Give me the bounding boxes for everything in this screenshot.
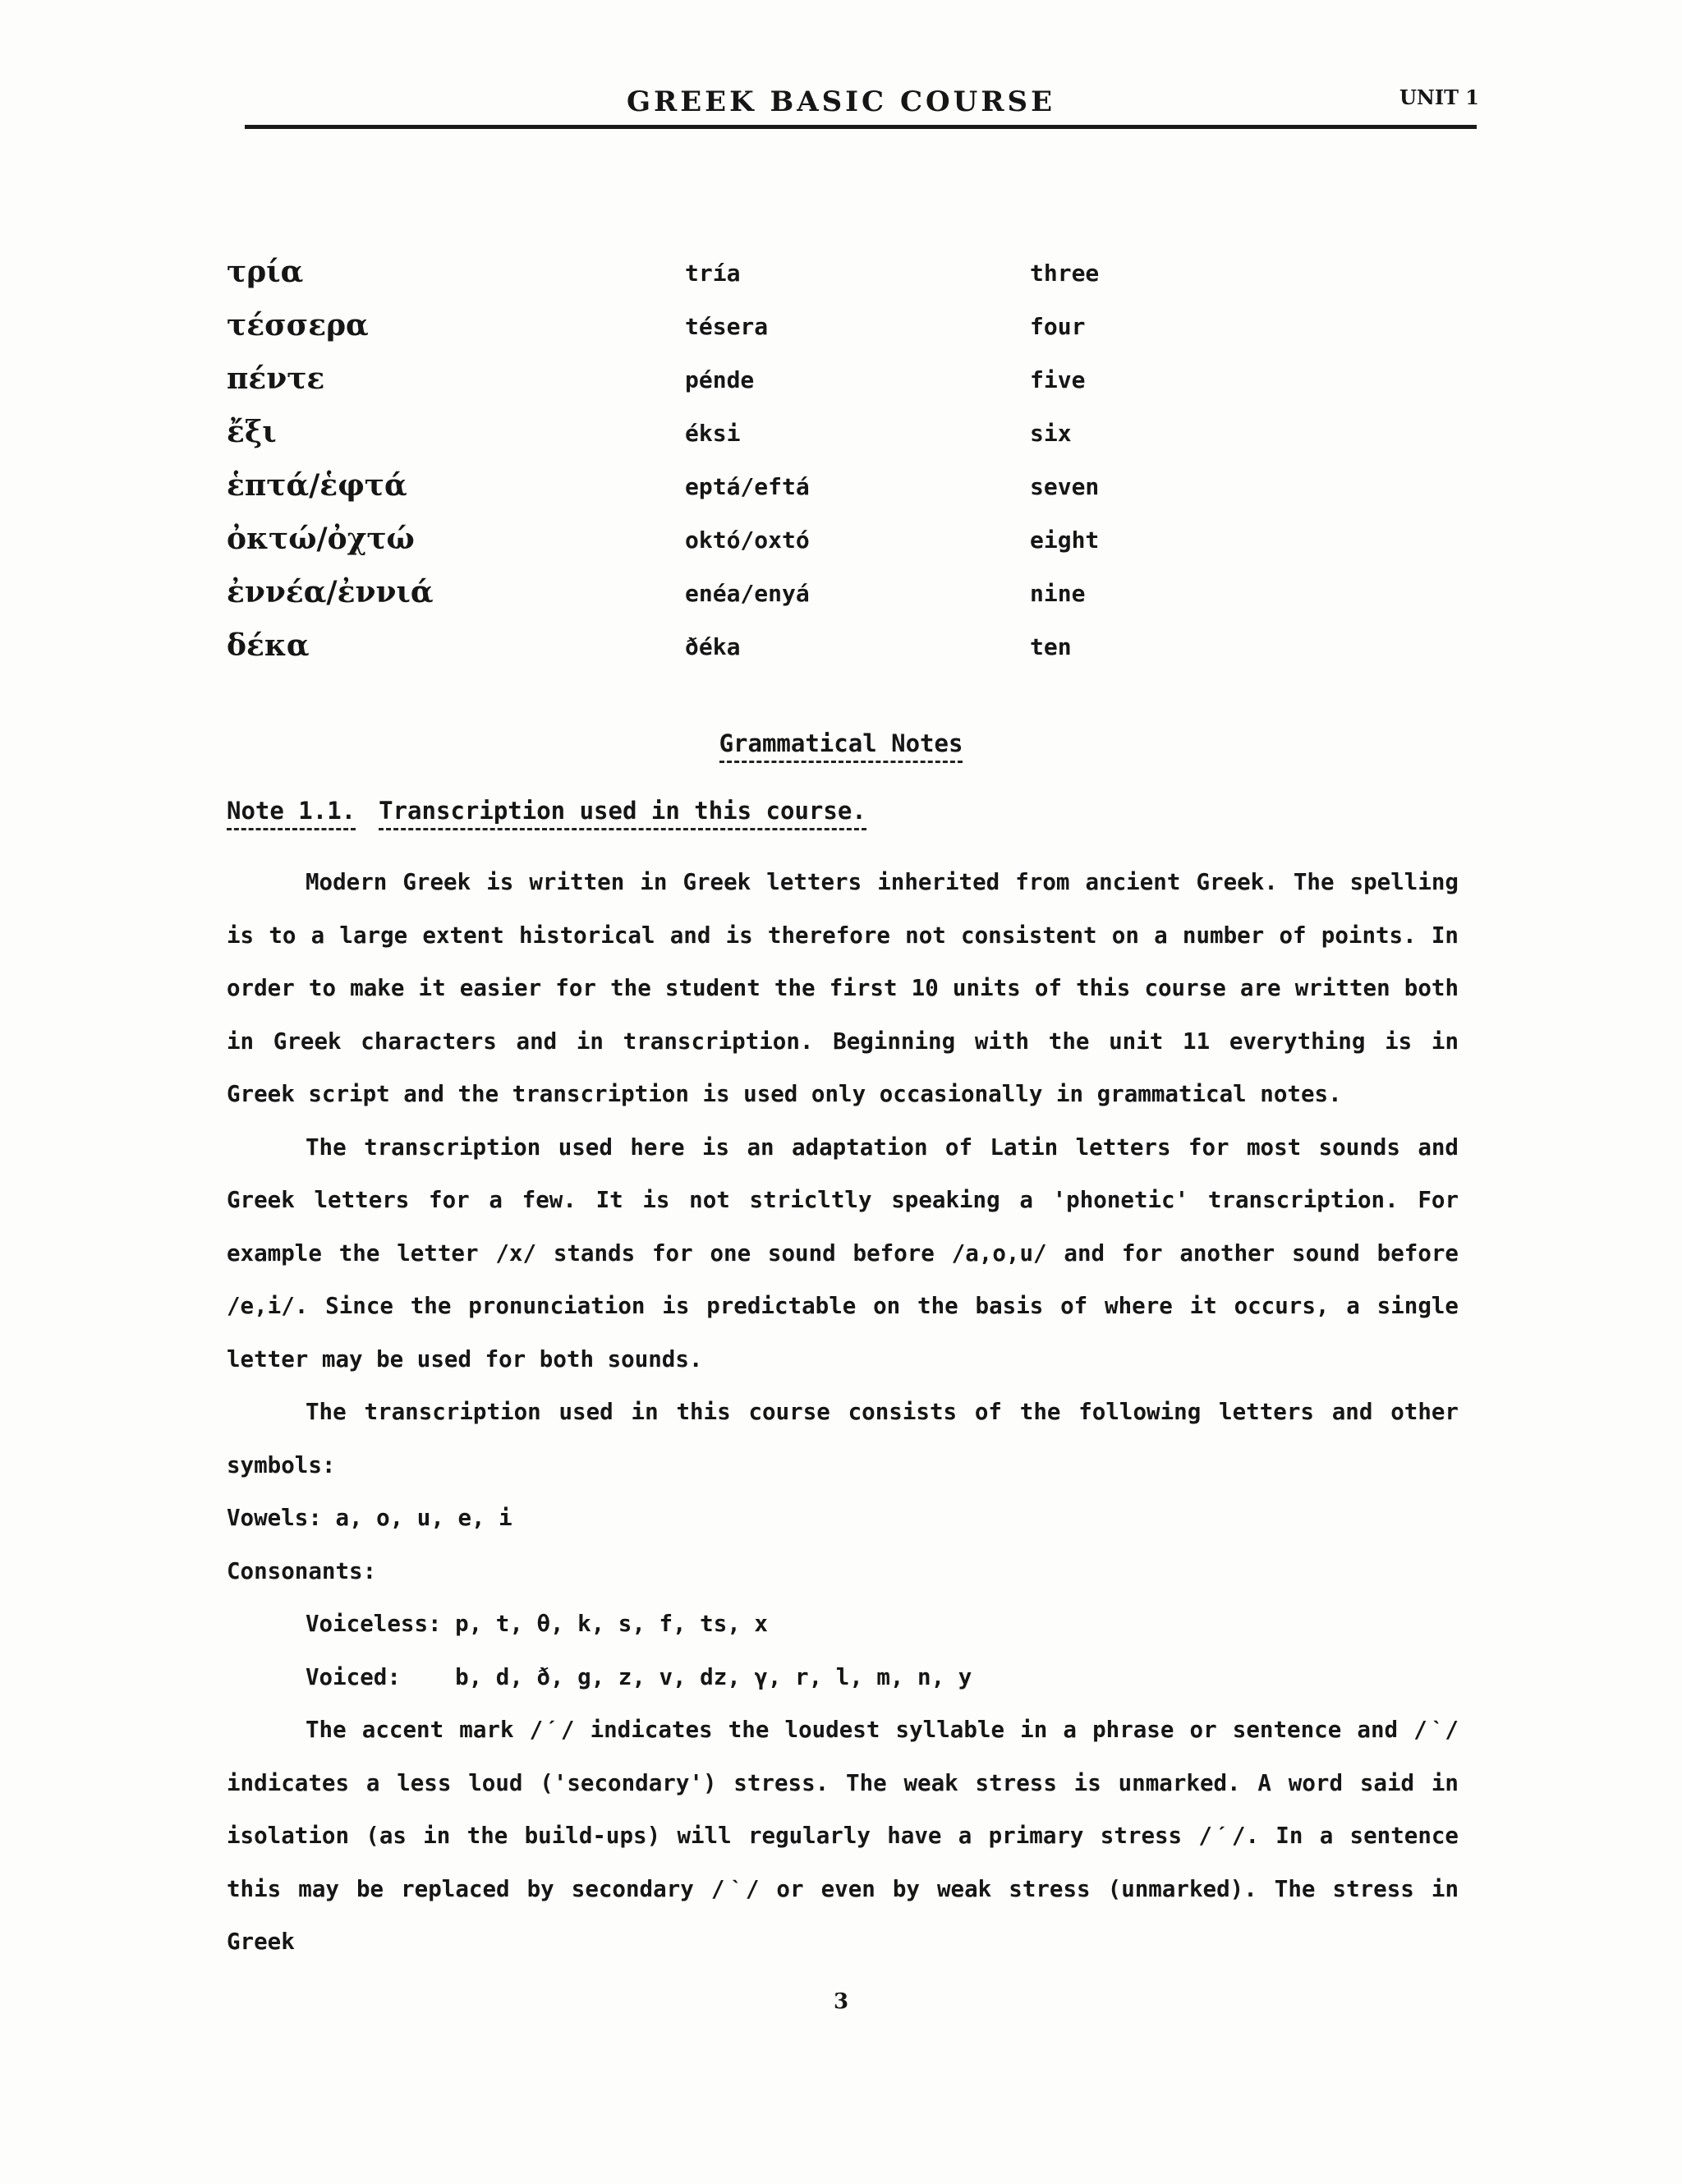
- transcription: októ/oxtó: [685, 526, 810, 554]
- greek-word: τρία: [227, 255, 304, 289]
- greek-word: δέκα: [227, 628, 310, 663]
- english-gloss: six: [1030, 420, 1072, 447]
- note-body: [227, 856, 1459, 1969]
- english-gloss: five: [1030, 366, 1086, 393]
- transcription: eptá/eftá: [685, 473, 810, 500]
- vowels-line: Vowels: a, o, u, e, i: [227, 1505, 512, 1531]
- section-title: [0, 729, 1682, 757]
- greek-word: ἔξι: [227, 415, 277, 449]
- note-number: Note 1.1.: [227, 797, 356, 830]
- greek-word: πέντε: [227, 361, 325, 396]
- greek-word: ἑπτά/ἑφτά: [227, 468, 407, 503]
- consonants-label: Consonants:: [227, 1557, 377, 1584]
- section-title-text: Grammatical Notes: [719, 729, 963, 763]
- greek-word: ἐννέα/ἐννιά: [227, 575, 434, 609]
- voiced-line: Voiced: b, d, ð, g, z, v, dz, γ, r, l, m, n, y: [306, 1663, 972, 1690]
- note-title: Transcription used in this course.: [379, 797, 866, 830]
- transcription: ðéka: [685, 633, 741, 660]
- running-header-title: GREEK BASIC COURSE: [626, 85, 1056, 118]
- paragraph: The transcription used here is an adaptation of Latin letters for most sounds and Greek letters for a few. It is not stricltly speaking a 'phonetic' transcription. For example the letter /x/ stands for one sound before /a,o,u/ and for another sound before /e,i/. Since the pronunciation is predictable on the basis of where it occurs, a single letter may be used for both sounds.: [227, 1133, 1459, 1372]
- english-gloss: four: [1030, 313, 1086, 340]
- page-number: 3: [833, 1989, 849, 2014]
- english-gloss: seven: [1030, 473, 1100, 500]
- greek-word: ὀκτώ/ὀχτώ: [227, 522, 415, 556]
- english-gloss: ten: [1030, 633, 1072, 660]
- greek-word: τέσσερα: [227, 308, 369, 343]
- transcription: enéa/enyá: [685, 580, 810, 607]
- paragraph: The transcription used in this course consists of the following letters and other symbols:: [227, 1399, 1459, 1478]
- english-gloss: three: [1030, 260, 1100, 287]
- paragraph: The accent mark /ˊ/ indicates the loudest syllable in a phrase or sentence and /ˋ/ indicates a less loud ('secondary') stress. The weak stress is unmarked. A word said in isolation (as in the build-ups) will regularly have a primary stress /ˊ/. In a sentence this may be replaced by secondary /ˋ/ or even by weak stress (unmarked). The stress in Greek: [227, 1717, 1459, 1955]
- transcription: tésera: [685, 313, 769, 340]
- transcription: pénde: [685, 366, 755, 393]
- transcription: tría: [685, 260, 741, 287]
- unit-label: UNIT 1: [1399, 85, 1480, 109]
- paragraph: Modern Greek is written in Greek letters inherited from ancient Greek. The spelling is to a large extent historical and is therefore not consistent on a number of points. In order to make it easier for the student the first 10 units of this course are written both in Greek characters and in transcription. Beginning with the unit 11 everything is in Greek script and the transcription is used only occasionally in grammatical notes.: [227, 869, 1459, 1107]
- english-gloss: nine: [1030, 580, 1086, 607]
- transcription: éksi: [685, 420, 741, 447]
- voiceless-line: Voiceless: p, t, θ, k, s, f, ts, x: [306, 1611, 768, 1637]
- english-gloss: eight: [1030, 526, 1100, 554]
- note-heading: [227, 797, 866, 825]
- header-rule: [245, 125, 1477, 129]
